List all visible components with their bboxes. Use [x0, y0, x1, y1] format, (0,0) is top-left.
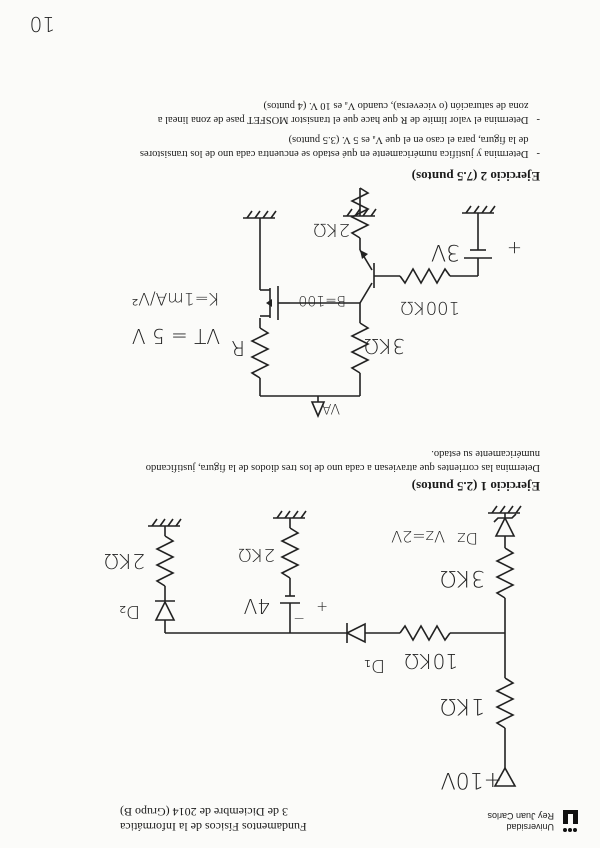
zener-diode	[496, 518, 514, 536]
label-d2: D₂	[118, 601, 140, 622]
course-title: Fundamentos Físicos de la Informática	[120, 820, 307, 834]
exercise-1-text-line1: Determina las corrientes que atraviesan a cada uno de los tres diodos de la figura, justificando	[145, 462, 540, 473]
label-r3: 3KΩ	[439, 565, 485, 590]
resistor-r3	[497, 548, 513, 598]
label-r4: 2KΩ	[237, 544, 275, 565]
corner-mark: 10	[29, 12, 55, 36]
label-battery-plus: +	[316, 598, 328, 614]
mosfet-symbol	[260, 228, 290, 320]
resistor-r4	[282, 528, 298, 578]
diode-d2	[156, 602, 174, 620]
label-r1: 1KΩ	[439, 693, 485, 718]
label-r2: 10KΩ	[404, 649, 458, 673]
exercise-2-item1-line1: Determina y justifica numéricamente en qué estado se encuentra cada uno de los transistores	[139, 148, 529, 159]
exercise-2-item2-line2: zona de saturación (o viceversa), cuando Vₐ es 10 V. (4 puntos)	[263, 100, 529, 111]
label-3v: 3V	[430, 239, 460, 264]
label-vt: VT = 5 V	[131, 324, 220, 348]
bullet-2: -	[536, 114, 540, 125]
label-r: R	[231, 336, 245, 360]
label-d1: D₁	[363, 655, 385, 676]
label-100k: 100KΩ	[400, 297, 460, 318]
exercise-2-item2-line1: Determina el valor límite de R que hace que el transistor MOSFET pase de zona lineal a	[157, 114, 529, 125]
label-plus: +	[506, 237, 522, 258]
label-source-10v: +10V	[440, 767, 502, 792]
label-va: VA	[321, 400, 340, 416]
resistor-r5	[157, 536, 173, 586]
label-battery-4v: 4V	[243, 594, 270, 618]
exercise-2-item1-line2: de la figura, para el caso en el que Vₐ es 5 V. (3.5 puntos)	[288, 134, 529, 145]
exercise-1-text-line2: numéricamente su estado.	[431, 448, 540, 459]
exercise-1-heading: Ejercicio 1 (2.5 puntos)	[411, 479, 540, 494]
university-name-line2: Rey Juan Carlos	[487, 811, 554, 821]
circuit-1	[148, 506, 521, 786]
bjt-symbol	[360, 250, 400, 303]
label-vz: Vz=2V	[391, 527, 445, 546]
diode-d1	[347, 624, 365, 642]
resistor-r-variable	[252, 328, 268, 378]
university-name-line1: Universidad	[506, 822, 554, 832]
exam-date: 3 de Diciembre de 2014 (Grupo B)	[120, 805, 288, 819]
resistor-r2	[400, 626, 450, 640]
label-k: K=1mA/V²	[131, 288, 220, 308]
label-3k: 3KΩ	[363, 334, 405, 358]
label-2k: 2KΩ	[312, 219, 350, 240]
resistor-r1	[497, 678, 513, 728]
label-battery-minus: −	[293, 610, 305, 626]
resistor-100k	[400, 269, 450, 283]
label-beta: B=100	[298, 292, 346, 308]
bullet-1: -	[536, 148, 540, 159]
exercise-2-heading: Ejercicio 2 (7.5 puntos)	[411, 169, 540, 184]
label-r5: 2KΩ	[103, 549, 145, 573]
label-dz: Dz	[457, 529, 478, 548]
